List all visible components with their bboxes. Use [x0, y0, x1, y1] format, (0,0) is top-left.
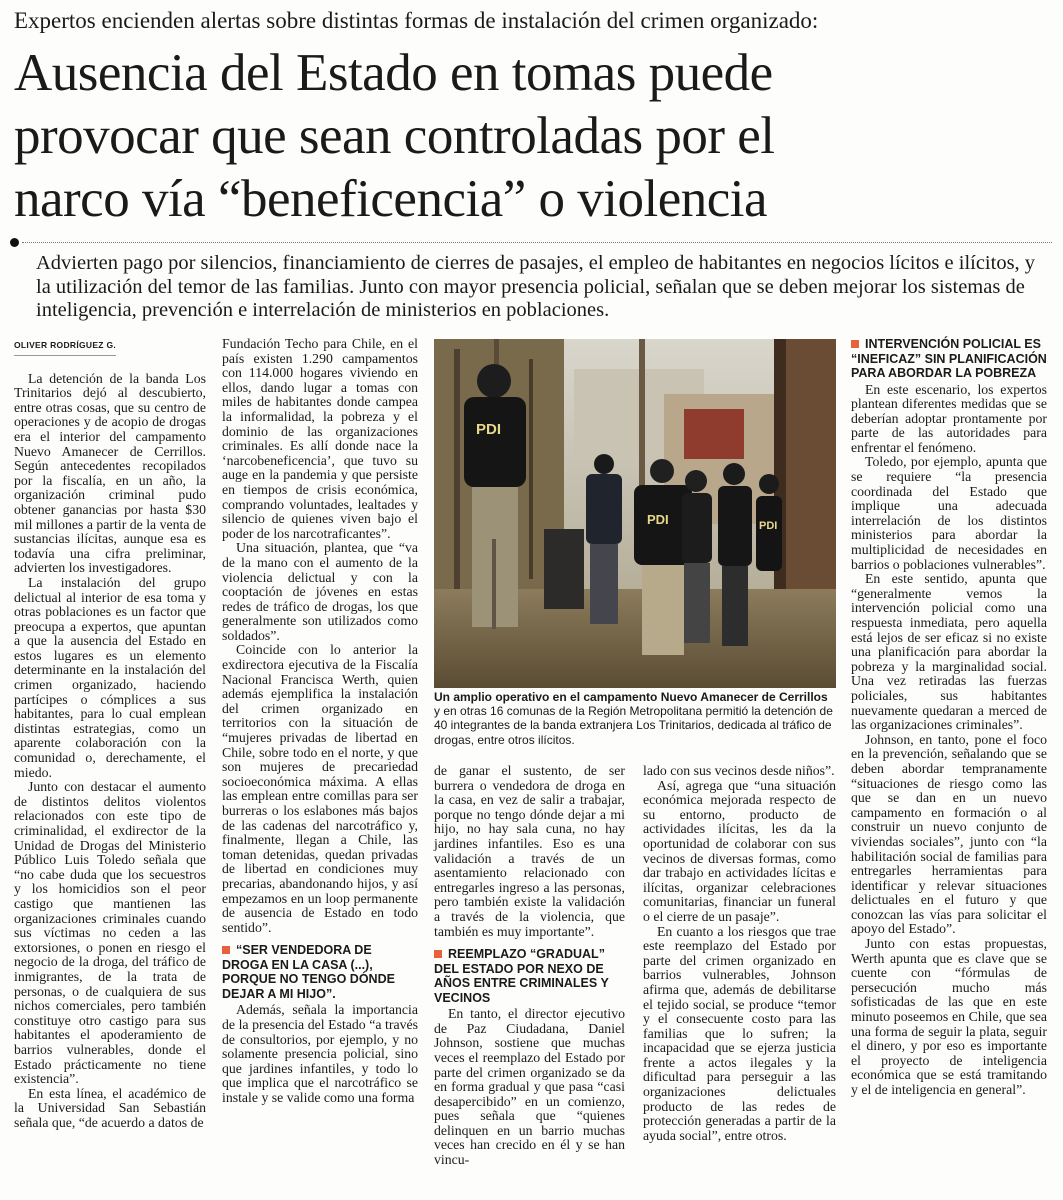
paragraph: Fundación Techo para Chile, en el país existen 1.290 campamentos con 114.000 hogares viviendo en ellos, dando lugar a tomas con miles de habitantes donde campea la informalidad, la pobreza y el dominio de las organizaciones criminales. Es allí donde nace la ‘narcobeneficencia’, que tuvo su auge en la pandemia y que persiste en tiempos de crisis económica, comprando voluntades, lealtades y silencio de quienes viven bajo el poder de los narcotraficantes”.	[222, 336, 418, 541]
text-column-2	[222, 337, 418, 1106]
police-operation-photo	[434, 339, 836, 688]
caption-lead: Un amplio operativo en el campamento Nuevo Amanecer de Cerrillos	[434, 690, 828, 704]
bullet-dot-icon	[10, 238, 19, 247]
paragraph: En este escenario, los expertos plantean diferentes medidas que se deberían adoptar prontamente por parte de las autoridades para enfrentar el fenómeno.	[851, 381, 1047, 455]
subheading-text: “SER VENDEDORA DE DROGA EN LA CASA (...), PORQUE NO TENGO DÓNDE DEJAR A MI HIJO”.	[222, 943, 395, 1001]
article-headline	[14, 42, 1054, 231]
square-bullet-icon	[222, 946, 230, 954]
subheading	[434, 947, 625, 1005]
article-kicker: Expertos encienden alertas sobre distintas formas de instalación del crimen organizado:	[14, 8, 819, 33]
paragraph: Una situación, plantea, que “va de la mano con el aumento de la violencia delictual y con la cooptación de jóvenes en estas redes de tráfico de drogas, los que generalmente son utilizados como soldados”.	[222, 540, 418, 643]
subheading	[851, 337, 1047, 381]
dotted-divider	[22, 242, 1052, 243]
paragraph: En tanto, el director ejecutivo de Paz Ciudadana, Daniel Johnson, sostiene que muchas veces el reemplazo del Estado por parte del crimen organizado se da en forma gradual y que pasa “casi desapercibido” en un comienzo, pues señala que “quienes delinquen en un barrio muchas veces han crecido en él y se han vincu-	[434, 1006, 625, 1168]
caption-text: y en otras 16 comunas de la Región Metropolitana permitió la detención de 40 integrantes de la banda extranjera Los Trinitarios, dedicada al tráfico de drogas, entre otros ilícitos.	[434, 704, 833, 747]
news-photo	[434, 339, 836, 688]
vest-label: PDI	[476, 421, 502, 438]
paragraph: Así, agrega que “una situación económica mejorada respecto de su entorno, producto de actividades ilícitas, les da la oportunidad de colaborar con sus vecinos de diversas formas, como dar trabajo en actividades lícitas e ilícitas, organizar celebraciones comunitarias, financiar un funeral o el cierre de un pasaje”.	[643, 777, 836, 924]
headline-line: Ausencia del Estado en tomas puede	[14, 44, 773, 102]
paragraph: Johnson, en tanto, pone el foco en la prevención, señalando que se deben abordar tempranamente “situaciones de riesgo como las que se dan en un nuevo campamento en formación o al construir un nuevo conjunto de viviendas sociales”, junto con “la habilitación social de familias para entregarles herramientas para identificar y relevar situaciones delictuales en el futuro y que conozcan las vías para solicitar el apoyo del Estado”.	[851, 731, 1047, 937]
photo-caption	[434, 690, 836, 747]
headline-line: narco vía “beneficencia” o violencia	[14, 170, 767, 228]
square-bullet-icon	[851, 340, 859, 348]
square-bullet-icon	[434, 950, 442, 958]
paragraph: Coincide con lo anterior la exdirectora ejecutiva de la Fiscalía Nacional Francisca Werth, quien además ejemplifica la instalación del crimen organizado en territorios con la situación de “mujeres privadas de libertad en Chile, sobre todo en el norte, y que son mujeres de precariedad socioeconómica máxima. A ellas las emplean entre comillas para ser burreras o los eslabones más bajos de las cadenas del narcotráfico y, finalmente, llegan a Chile, las toman detenidas, quedan privadas de libertad en condiciones muy precarias, abandonando hijos, y así empezamos en un loop permanente de ausencia de Estado en todo sentido”.	[222, 642, 418, 935]
subheading-text: INTERVENCIÓN POLICIAL ES “INEFICAZ” SIN PLANIFICACIÓN PARA ABORDAR LA POBREZA	[851, 337, 1047, 380]
article-deck: Advierten pago por silencios, financiamiento de cierres de pasajes, el empleo de habitantes en negocios lícitos e ilícitos, y la utilización del temor de las familias. Junto con mayor presencia policial, señalan que se deben mejorar los sistemas de inteligencia, prevención e interrelación de ministerios en poblaciones.	[36, 252, 1036, 321]
paragraph: En cuanto a los riesgos que trae este reemplazo del Estado por parte del crimen organizado en barrios vulnerables, Johnson afirma que, además de debilitarse el tejido social, se produce “temor y el consecuente costo para las familias que lo sufren; la incapacidad que se ejerza justicia frente a actos ilegales y la dificultad para perseguir a las organizaciones delictuales producto de las redes de protección generadas a partir de la ayuda social”, entre otros.	[643, 923, 836, 1143]
paragraph: Junto con estas propuestas, Werth apunta que es clave que se cuente con “fórmulas de persecución mucho más sofisticadas de las que en este minuto poseemos en Chile, que sea una forma de seguir la plata, seguir el dinero, y por eso es importante el proyecto de inteligencia económica que se está tramitando y el de inteligencia en general”.	[851, 936, 1047, 1097]
text-column-1	[14, 337, 206, 1130]
subheading	[222, 943, 418, 1001]
paragraph: de ganar el sustento, de ser burrera o vendedora de droga en la casa, en vez de salir a trabajar, porque no tengo dónde dejar a mi hijo, no hay sala cuna, no hay jardines infantiles. Eso es una validación a través de un asentamiento relacionado con entregarles ingreso a las personas, pero también existe la validación a través de la violencia, que también es muy importante”.	[434, 763, 625, 939]
byline: OLIVER RODRÍGUEZ G.	[14, 338, 116, 356]
paragraph: Además, señala la importancia de la presencia del Estado “a través de consultorios, por ejemplo, y no solamente presencia policial, sino que jardines infantiles, y todo lo que implica que el narcotráfico se instale y se valide como una forma	[222, 1002, 418, 1105]
vest-label: PDI	[759, 520, 778, 532]
vest-label: PDI	[647, 512, 669, 527]
text-column-3	[434, 764, 625, 1168]
subheading-text: REEMPLAZO “GRADUAL” DEL ESTADO POR NEXO DE AÑOS ENTRE CRIMINALES Y VECINOS	[434, 947, 609, 1005]
paragraph: En este sentido, apunta que “generalmente vemos la intervención policial como una respuesta inmediata, pero aquella está lejos de ser eficaz si no existe una planificación para abordar la pobreza y la marginalidad social. Una vez retiradas las fuerzas policiales, sus habitantes nuevamente quedaran a merced de las organizaciones criminales”.	[851, 571, 1047, 733]
text-column-5	[851, 337, 1047, 1098]
paragraph: La instalación del grupo delictual al interior de esa toma y otras poblaciones es un factor que preocupa a expertos, que apuntan a que la ausencia del Estado en estos lugares es un elemento determinante en la instalación del crimen organizado, haciendo partícipes o cómplices a sus habitantes, para lo cual emplean distintas estrategias, como un aparente colaboración con la comunidad o, derechamente, el miedo.	[14, 574, 206, 780]
text-column-4	[643, 764, 836, 1143]
paragraph: lado con sus vecinos desde niños”.	[643, 763, 835, 778]
paragraph: En esta línea, el académico de la Universidad San Sebastián señala que, “de acuerdo a datos de	[14, 1085, 206, 1130]
headline-line: provocar que sean controladas por el	[14, 107, 775, 165]
paragraph: Junto con destacar el aumento de distintos delitos violentos relacionados con este tipo de criminalidad, el exdirector de la Unidad de Drogas del Ministerio Público Luis Toledo señala que “no cabe duda que los secuestros y los homicidios son el peor castigo que mantienen las organizaciones criminales cuando sus víctimas no ceden a las extorsiones, o ponen en riesgo el negocio de la droga, del tráfico de inmigrantes, de la trata de personas, o de cualquiera de sus nichos comerciales, pero también constituye otro castigo para sus habitantes el apoderamiento de barrios vulnerables, donde el Estado prácticamente no tiene existencia”.	[14, 779, 206, 1087]
paragraph: Toledo, por ejemplo, apunta que se requiere “la presencia coordinada del Estado que implique una adecuada interrelación de los distintos ministerios para abordar la multiplicidad de necesidades en barrios o poblaciones vulnerables”.	[851, 454, 1047, 572]
paragraph: La detención de la banda Los Trinitarios dejó al descubierto, entre otras cosas, que su centro de operaciones y de acopio de drogas era el interior del campamento Nuevo Amanecer de Cerrillos. Según antecedentes recopilados por la fiscalía, en un año, la organización criminal pudo obtener ganancias por hasta $30 mil millones a partir de la venta de sustancias ilícitas, aunque esa es todavía una cifra preliminar, advierten los investigadores.	[14, 370, 206, 576]
